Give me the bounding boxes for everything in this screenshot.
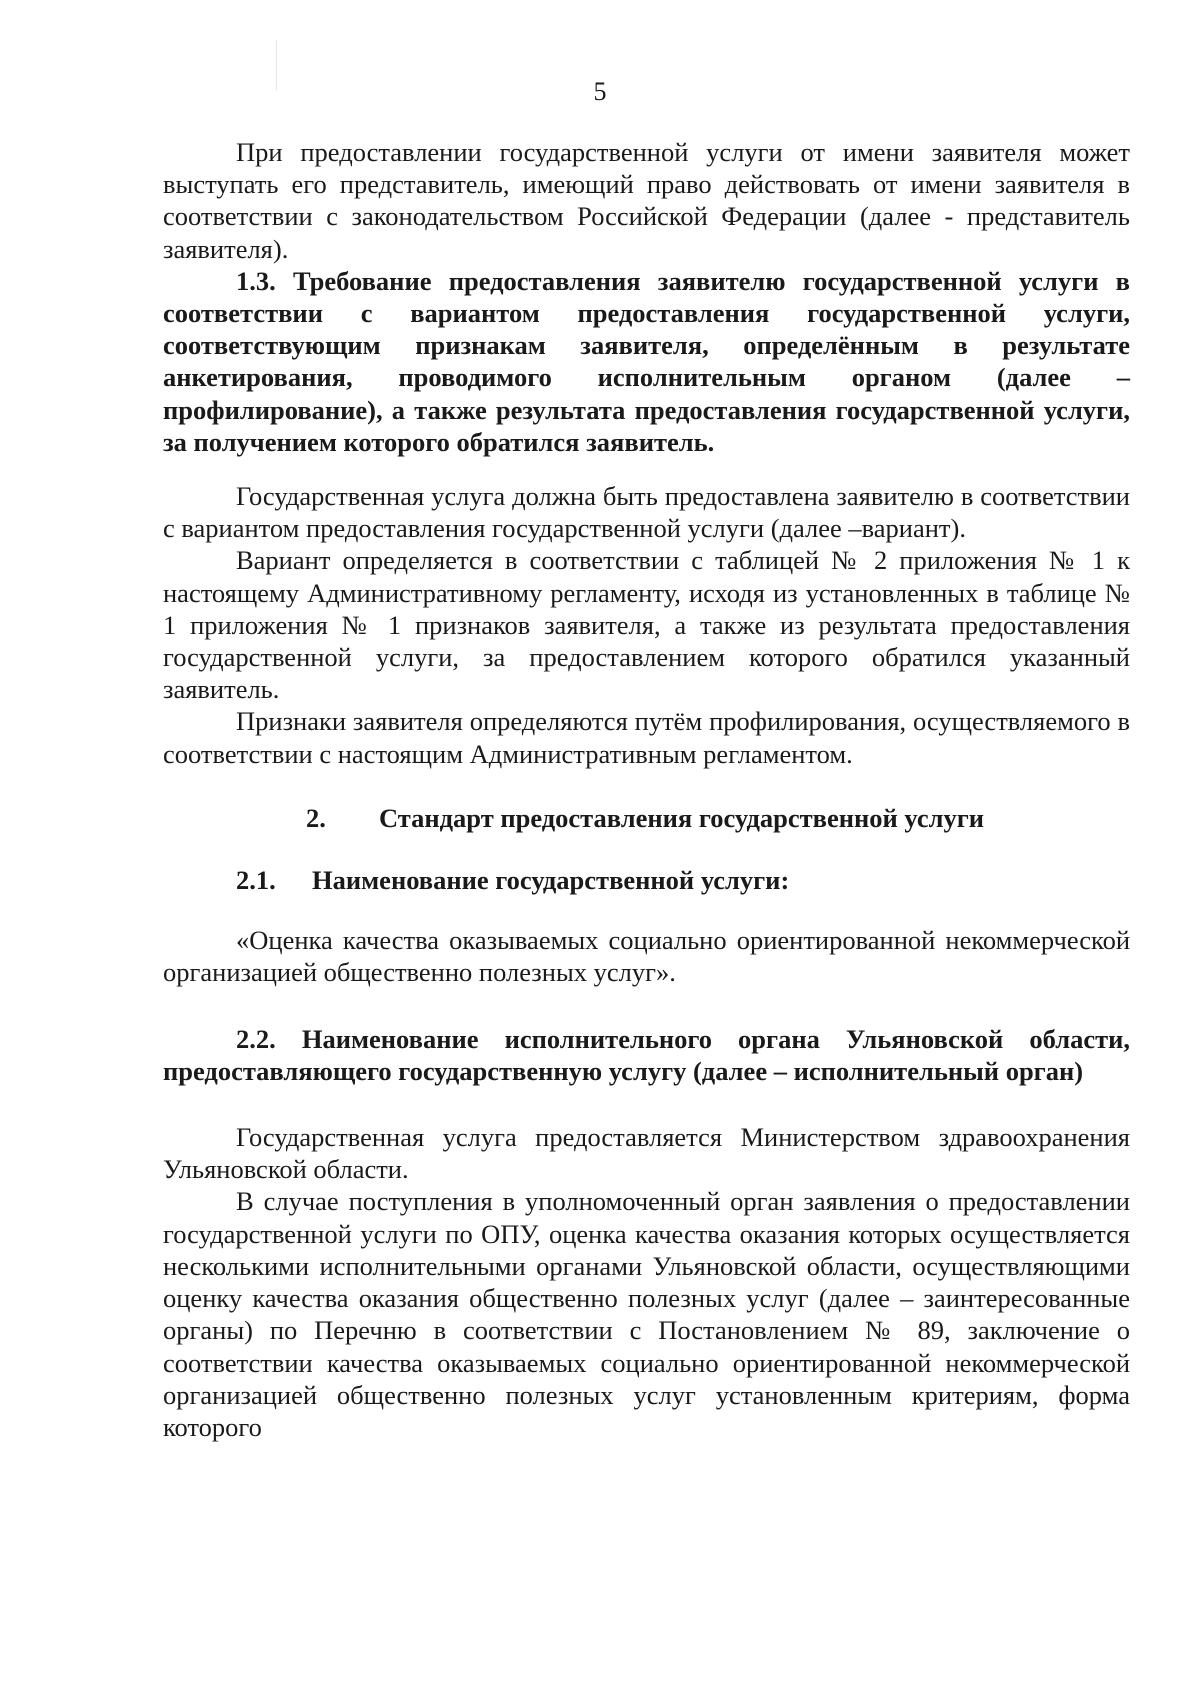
section-heading-2-1 [163, 864, 1130, 896]
paragraph-conclusion: В случае поступления в уполномоченный орган заявления о предоставлении государственной услуги по ОПУ, оценка качества оказания которых осуществляется несколькими исполнительными органами Ульяновской области, осуществляющими оценку качества оказания общественно полезных услуг (далее – заинтересованные органы) по Перечню в соответствии с Постановлением № 89, заключение о соответствии качества оказываемых социально ориентированной некоммерческой организацией общественно полезных услуг установленным критериям, форма которого [163, 1186, 1130, 1442]
section-title-2-1: Наименование государственной услуги: [312, 865, 790, 896]
paragraph-ministry: Государственная услуга предоставляется Министерством здравоохранения Ульяновской области. [163, 1122, 1130, 1185]
paragraph-variant-determination: Вариант определяется в соответствии с таблицей № 2 приложения № 1 к настоящему Административному регламенту, исходя из установленных в таблице № 1 приложения № 1 признаков заявителя, а также из результата предоставления государственной услуги, за предоставлением которого обратился указанный заявитель. [163, 545, 1130, 705]
paragraph-representative: При предоставлении государственной услуги от имени заявителя может выступать его представитель, имеющий право действовать от имени заявителя в соответствии с законодательством Российской Федерации (далее - представитель заявителя). [163, 137, 1130, 264]
section-title-2: Стандарт предоставления государственной услуги [379, 802, 985, 833]
paragraph-service-variant: Государственная услуга должна быть предоставлена заявителю в соответствии с вариантом предоставления государственной услуги (далее –вариант). [163, 481, 1130, 544]
section-number-2-1: 2.1. [236, 865, 276, 896]
section-heading-2 [143, 802, 1130, 834]
paragraph-service-name: «Оценка качества оказываемых социально ориентированной некоммерческой организацией общественно полезных услуг». [163, 925, 1130, 988]
document-body [163, 136, 1130, 1443]
paragraph-applicant-signs: Признаки заявителя определяются путём профилирования, осуществляемого в соответствии с настоящим Административным регламентом. [163, 706, 1130, 769]
page-number: 5 [593, 77, 607, 106]
section-number-2: 2. [306, 802, 326, 833]
section-heading-1-3: 1.3. Требование предоставления заявителю государственной услуги в соответствии с вариантом предоставления государственной услуги, соответствующим признакам заявителя, определённым в результате анкетирования, проводимого исполнительным органом (далее – профилирование), а также результата предоставления государственной услуги, за получением которого обратился заявитель. [163, 265, 1130, 457]
section-heading-2-2: 2.2. Наименование исполнительного органа Ульяновской области, предоставляющего государственную услугу (далее – исполнительный орган) [163, 1023, 1130, 1086]
